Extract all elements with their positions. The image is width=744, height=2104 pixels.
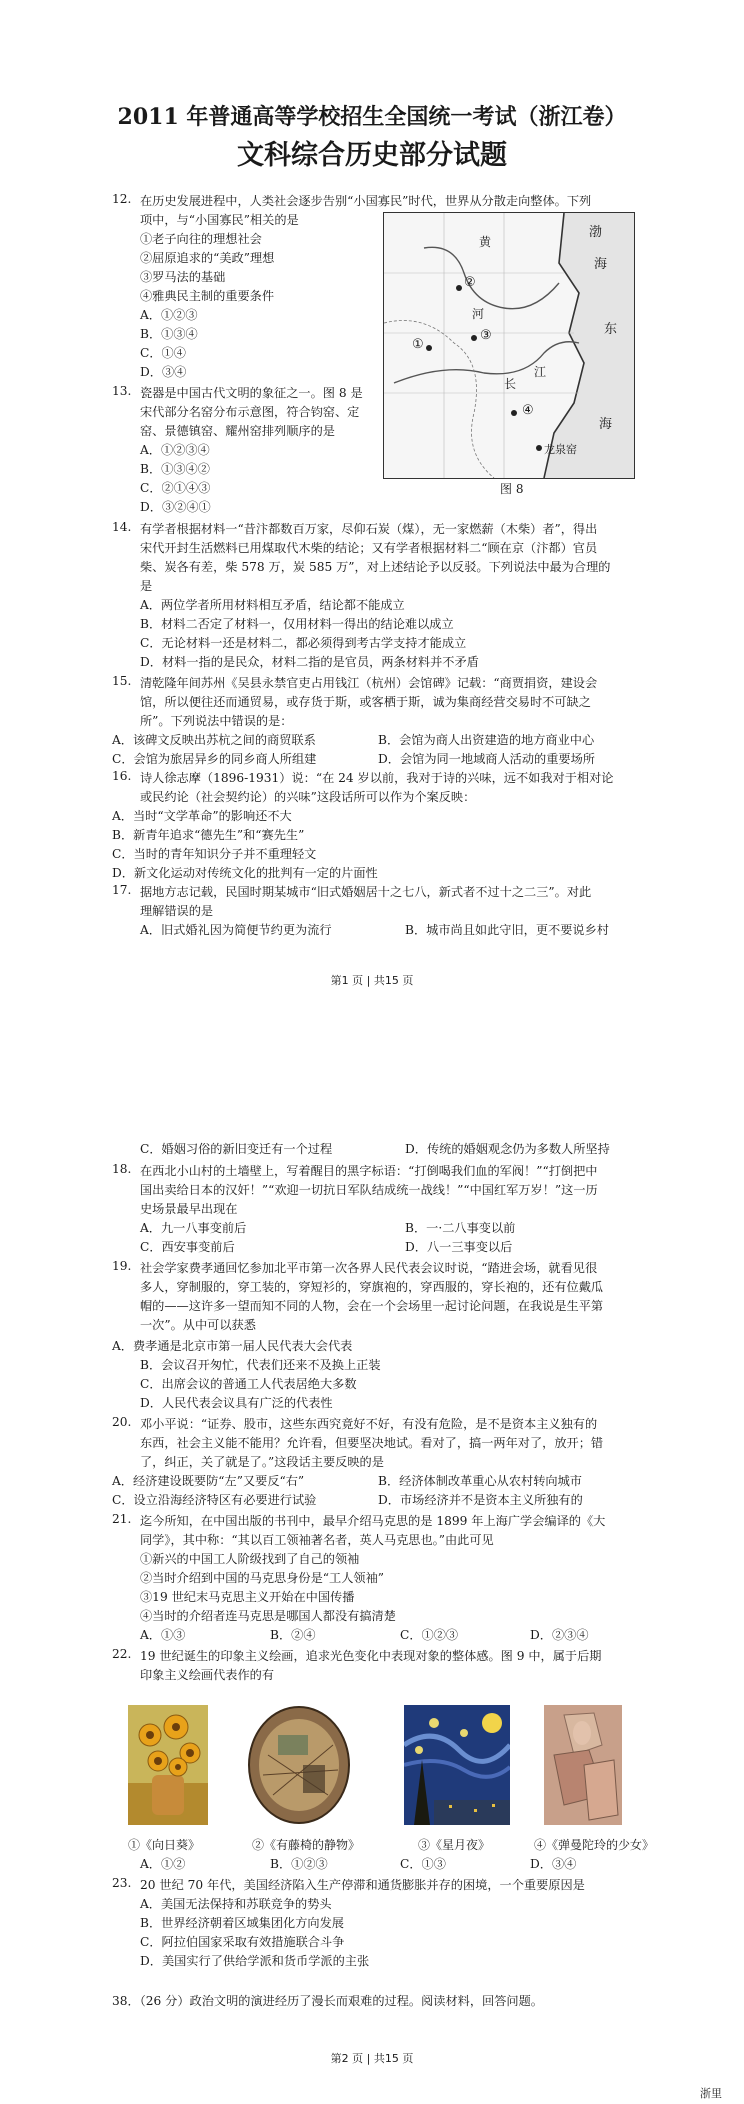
painting-caption-1: ①《向日葵》 [128,1838,201,1852]
q17-line: 据地方志记载，民国时期某城市“旧式婚姻居十之七八，新式者不过十之二三”。对此 [140,885,592,899]
q12-line: 项中，与“小国寡民”相关的是 [140,213,299,227]
q15-line: 馆，所以便往还而通贸易，或存货于斯，或客栖于斯，诚为集商经营交易时不可缺之 [140,695,591,709]
q18-line: 国出卖给日本的汉奸！”“欢迎一切抗日军队结成统一战线！”“中国红军万岁！”这一历 [140,1183,598,1197]
painting-still-life-chair-caning [248,1705,350,1825]
q15-line: 清乾隆年间苏州《吴县永禁官吏占用钱江（杭州）会馆碑》记载：“商贾捐资，建设会 [140,676,598,690]
q19-number: 19. [112,1259,132,1273]
q15-line: 所”。下列说法中错误的是： [140,714,293,728]
map-label-longquan: 龙泉窑 [544,443,577,456]
q18-option-d: D．八一三事变以后 [405,1240,513,1254]
q16-option-a: A．当时“文学革命”的影响还不大 [112,809,292,823]
q13-line: 瓷器是中国古代文明的象征之一。图 8 是 [140,386,363,400]
painting-sunflowers [128,1705,208,1825]
painting-caption-2: ②《有藤椅的静物》 [252,1838,361,1852]
q17-option-a: A．旧式婚礼因为简便节约更为流行 [140,923,332,937]
map-label-hai: 海 [594,257,608,272]
q13-line: 窑、景德镇窑、耀州窑排列顺序的是 [140,424,335,438]
page-footer: 第1 页 | 共15 页 [330,974,414,987]
q13-line: 宋代部分名窑分布示意图，符合钧窑、定 [140,405,360,419]
q21-line: ④当时的介绍者连马克思是哪国人都没有搞清楚 [140,1609,396,1623]
q12-line: 在历史发展进程中，人类社会逐步告别“小国寡民”时代，世界从分散走向整体。下列 [140,194,592,208]
q14-line: 柴、炭各有差，柴 578 万，炭 585 万”，对上述结论予以反驳。下列说法中最为合理的 [140,560,611,574]
q14-option-d: D．材料一指的是民众，材料二指的是官员，两条材料并不矛盾 [140,655,479,669]
q12-line: ①老子向往的理想社会 [140,232,262,246]
q16-line: 诗人徐志摩（1896-1931）说：“在 24 岁以前，我对于诗的兴味，远不如我对于相对论 [140,771,614,785]
map-label-bo: 渤 [589,225,603,240]
q38-text: 38．（26 分）政治文明的演进经历了漫长而艰难的过程。阅读材料，回答问题。 [112,1994,543,2008]
q18-option-b: B．一·二八事变以前 [405,1221,516,1235]
map-label-huang: 黄 [479,235,492,249]
q22-option-b: B．①②③ [270,1857,328,1871]
q17-line: 理解错误的是 [140,904,214,918]
q12-line: ④雅典民主制的重要条件 [140,289,275,303]
q20-number: 20. [112,1415,132,1429]
q19-line: 一次”。从中可以获悉 [140,1318,256,1332]
q20-line: 邓小平说：“证券、股市，这些东西究竟好不好，有没有危险，是不是资本主义独有的 [140,1417,598,1431]
q20-option-a: A．经济建设既要防“左”又要反“右” [112,1474,305,1488]
q19-line: 帽的——这许多一望而知不同的人物，会在一个会场里一起讨论问题，在我说是生平第 [140,1299,604,1313]
q12-option-a: A．①②③ [140,308,198,322]
q21-line: 迄今所知，在中国出版的书刊中，最早介绍马克思的是 1899 年上海广学会编译的《大 [140,1514,606,1528]
painting-caption-3: ③《星月夜》 [418,1838,491,1852]
q16-number: 16. [112,769,132,783]
q19-option-c: C．出席会议的普通工人代表居绝大多数 [140,1377,357,1391]
q13-option-a: A．①②③④ [140,443,210,457]
q18-option-a: A．九一八事变前后 [140,1221,247,1235]
q12-option-c: C．①④ [140,346,186,360]
q21-option-c: C．①②③ [400,1628,459,1642]
q19-line: 多人，穿制服的，穿工装的，穿短衫的，穿旗袍的，穿西服的，穿长袍的，还有位戴瓜 [140,1280,604,1294]
q14-line: 宋代开封生活燃料已用煤取代木柴的结论；又有学者根据材料二“顾在京（汴都）官员 [140,541,598,555]
q20-line: 东西，社会主义能不能用？允许看，但要坚决地试。看对了，搞一两年对了，放开；错 [140,1436,604,1450]
q12-line: ②屈原追求的“美政”理想 [140,251,275,265]
q22-number: 22. [112,1647,132,1661]
q23-number: 23. [112,1876,132,1890]
q16-option-b: B．新青年追求“德先生”和“赛先生” [112,828,305,842]
q22-line: 19 世纪诞生的印象主义绘画，追求光色变化中表现对象的整体感。图 9 中，属于后期 [140,1649,602,1663]
map-label-dong: 东 [604,322,618,337]
q15-number: 15. [112,674,132,688]
map-marker-1: ① [412,337,424,352]
q18-number: 18. [112,1162,132,1176]
corner-mark: 浙里 [700,2087,722,2100]
q23-option-d: D．美国实行了供给学派和货币学派的主张 [140,1954,370,1968]
q15-option-c: C．会馆为旅居异乡的同乡商人所组建 [112,752,317,766]
q19-option-b: B．会议召开匆忙，代表们还来不及换上正装 [140,1358,381,1372]
map-marker-2: ② [464,275,476,290]
q19-option-a: A．费孝通是北京市第一届人民代表大会代表 [112,1339,353,1353]
q23-option-c: C．阿拉伯国家采取有效措施联合斗争 [140,1935,345,1949]
q21-number: 21. [112,1512,132,1526]
q17-option-b: B．城市尚且如此守旧，更不要说乡村 [405,923,609,937]
q22-option-d: D．③④ [530,1857,577,1871]
map-marker-4: ④ [522,403,534,418]
q12-option-b: B．①③④ [140,327,198,341]
q17-option-c: C．婚姻习俗的新旧变迁有一个过程 [140,1142,333,1156]
painting-caption-4: ④《弹曼陀玲的少女》 [534,1838,655,1852]
exam-title: 2011 年普通高等学校招生全国统一考试（浙江卷） [117,104,627,130]
q12-option-d: D．③④ [140,365,187,379]
map-label-jiang: 江 [534,365,547,379]
map-label-he: 河 [472,307,485,321]
q12-line: ③罗马法的基础 [140,270,226,284]
page-footer-2: 第2 页 | 共15 页 [330,2052,414,2065]
q21-line: 同学》，其中称：“其以百工领袖著名者，英人马克思也。”由此可见 [140,1533,494,1547]
q16-line: 或民约论（社会契约论）的兴味”这段话所可以作为个案反映： [140,790,476,804]
q16-option-c: C．当时的青年知识分子并不重理轻文 [112,847,317,861]
q14-option-a: A．两位学者所用材料相互矛盾，结论都不能成立 [140,598,405,612]
q14-option-c: C．无论材料一还是材料二，都必须得到考古学支持才能成立 [140,636,467,650]
q19-option-d: D．人民代表会议具有广泛的代表性 [140,1396,333,1410]
q15-option-b: B．会馆为商人出资建造的地方商业中心 [378,733,595,747]
q21-option-d: D．②③④ [530,1628,589,1642]
q16-option-d: D．新文化运动对传统文化的批判有一定的片面性 [112,866,378,880]
q15-option-d: D．会馆为同一地域商人活动的重要场所 [378,752,595,766]
exam-subtitle: 文科综合历史部分试题 [237,140,507,171]
map-label-hai2: 海 [599,417,613,432]
q21-line: ①新兴的中国工人阶级找到了自己的领袖 [140,1552,360,1566]
q14-number: 14. [112,520,132,534]
q14-option-b: B．材料二否定了材料一，仅用材料一得出的结论难以成立 [140,617,454,631]
q17-option-d: D．传统的婚姻观念仍为多数人所坚持 [405,1142,610,1156]
q13-option-b: B．①③④② [140,462,210,476]
painting-girl-with-mandolin [544,1705,622,1825]
q21-option-a: A．①③ [140,1628,186,1642]
q19-line: 社会学家费孝通回忆参加北平市第一次各界人民代表会议时说，“踏进会场，就看见很 [140,1261,598,1275]
q20-option-c: C．设立沿海经济特区有必要进行试验 [112,1493,317,1507]
q20-line: 了，纠正，关了就是了。”这段话主要反映的是 [140,1455,384,1469]
q13-option-c: C．②①④③ [140,481,211,495]
q13-option-d: D．③②④① [140,500,211,514]
kiln-map [383,212,635,479]
q21-option-b: B．②④ [270,1628,316,1642]
q15-option-a: A．该碑文反映出苏杭之间的商贸联系 [112,733,316,747]
q13-number: 13. [112,384,132,398]
q20-option-b: B．经济体制改革重心从农村转向城市 [378,1474,582,1488]
q21-line: ②当时介绍到中国的马克思身份是“工人领袖” [140,1571,385,1585]
q22-line: 印象主义绘画代表作的有 [140,1668,275,1682]
q21-line: ③19 世纪末马克思主义开始在中国传播 [140,1590,355,1604]
map-caption: 图 8 [500,482,524,496]
map-label-chang: 长 [504,377,517,391]
painting-starry-night [404,1705,510,1825]
q22-option-a: A．①② [140,1857,186,1871]
q23-line: 20 世纪 70 年代，美国经济陷入生产停滞和通货膨胀并存的困境，一个重要原因是 [140,1878,585,1892]
q18-option-c: C．西安事变前后 [140,1240,235,1254]
q14-line: 是 [140,579,153,593]
q18-line: 在西北小山村的土墙壁上，写着醒目的黑字标语：“打倒喝我们血的军阀！”“打倒把中 [140,1164,598,1178]
q23-option-a: A．美国无法保持和苏联竞争的势头 [140,1897,332,1911]
q14-line: 有学者根据材料一“昔汴都数百万家，尽仰石炭（煤），无一家燃薪（木柴）者”，得出 [140,522,598,536]
q23-option-b: B．世界经济朝着区域集团化方向发展 [140,1916,344,1930]
map-marker-3: ③ [480,328,492,343]
q20-option-d: D．市场经济并不是资本主义所独有的 [378,1493,583,1507]
q22-option-c: C．①③ [400,1857,446,1871]
q18-line: 史场景最早出现在 [140,1202,238,1216]
q17-number: 17. [112,883,132,897]
q12-number: 12. [112,192,132,206]
